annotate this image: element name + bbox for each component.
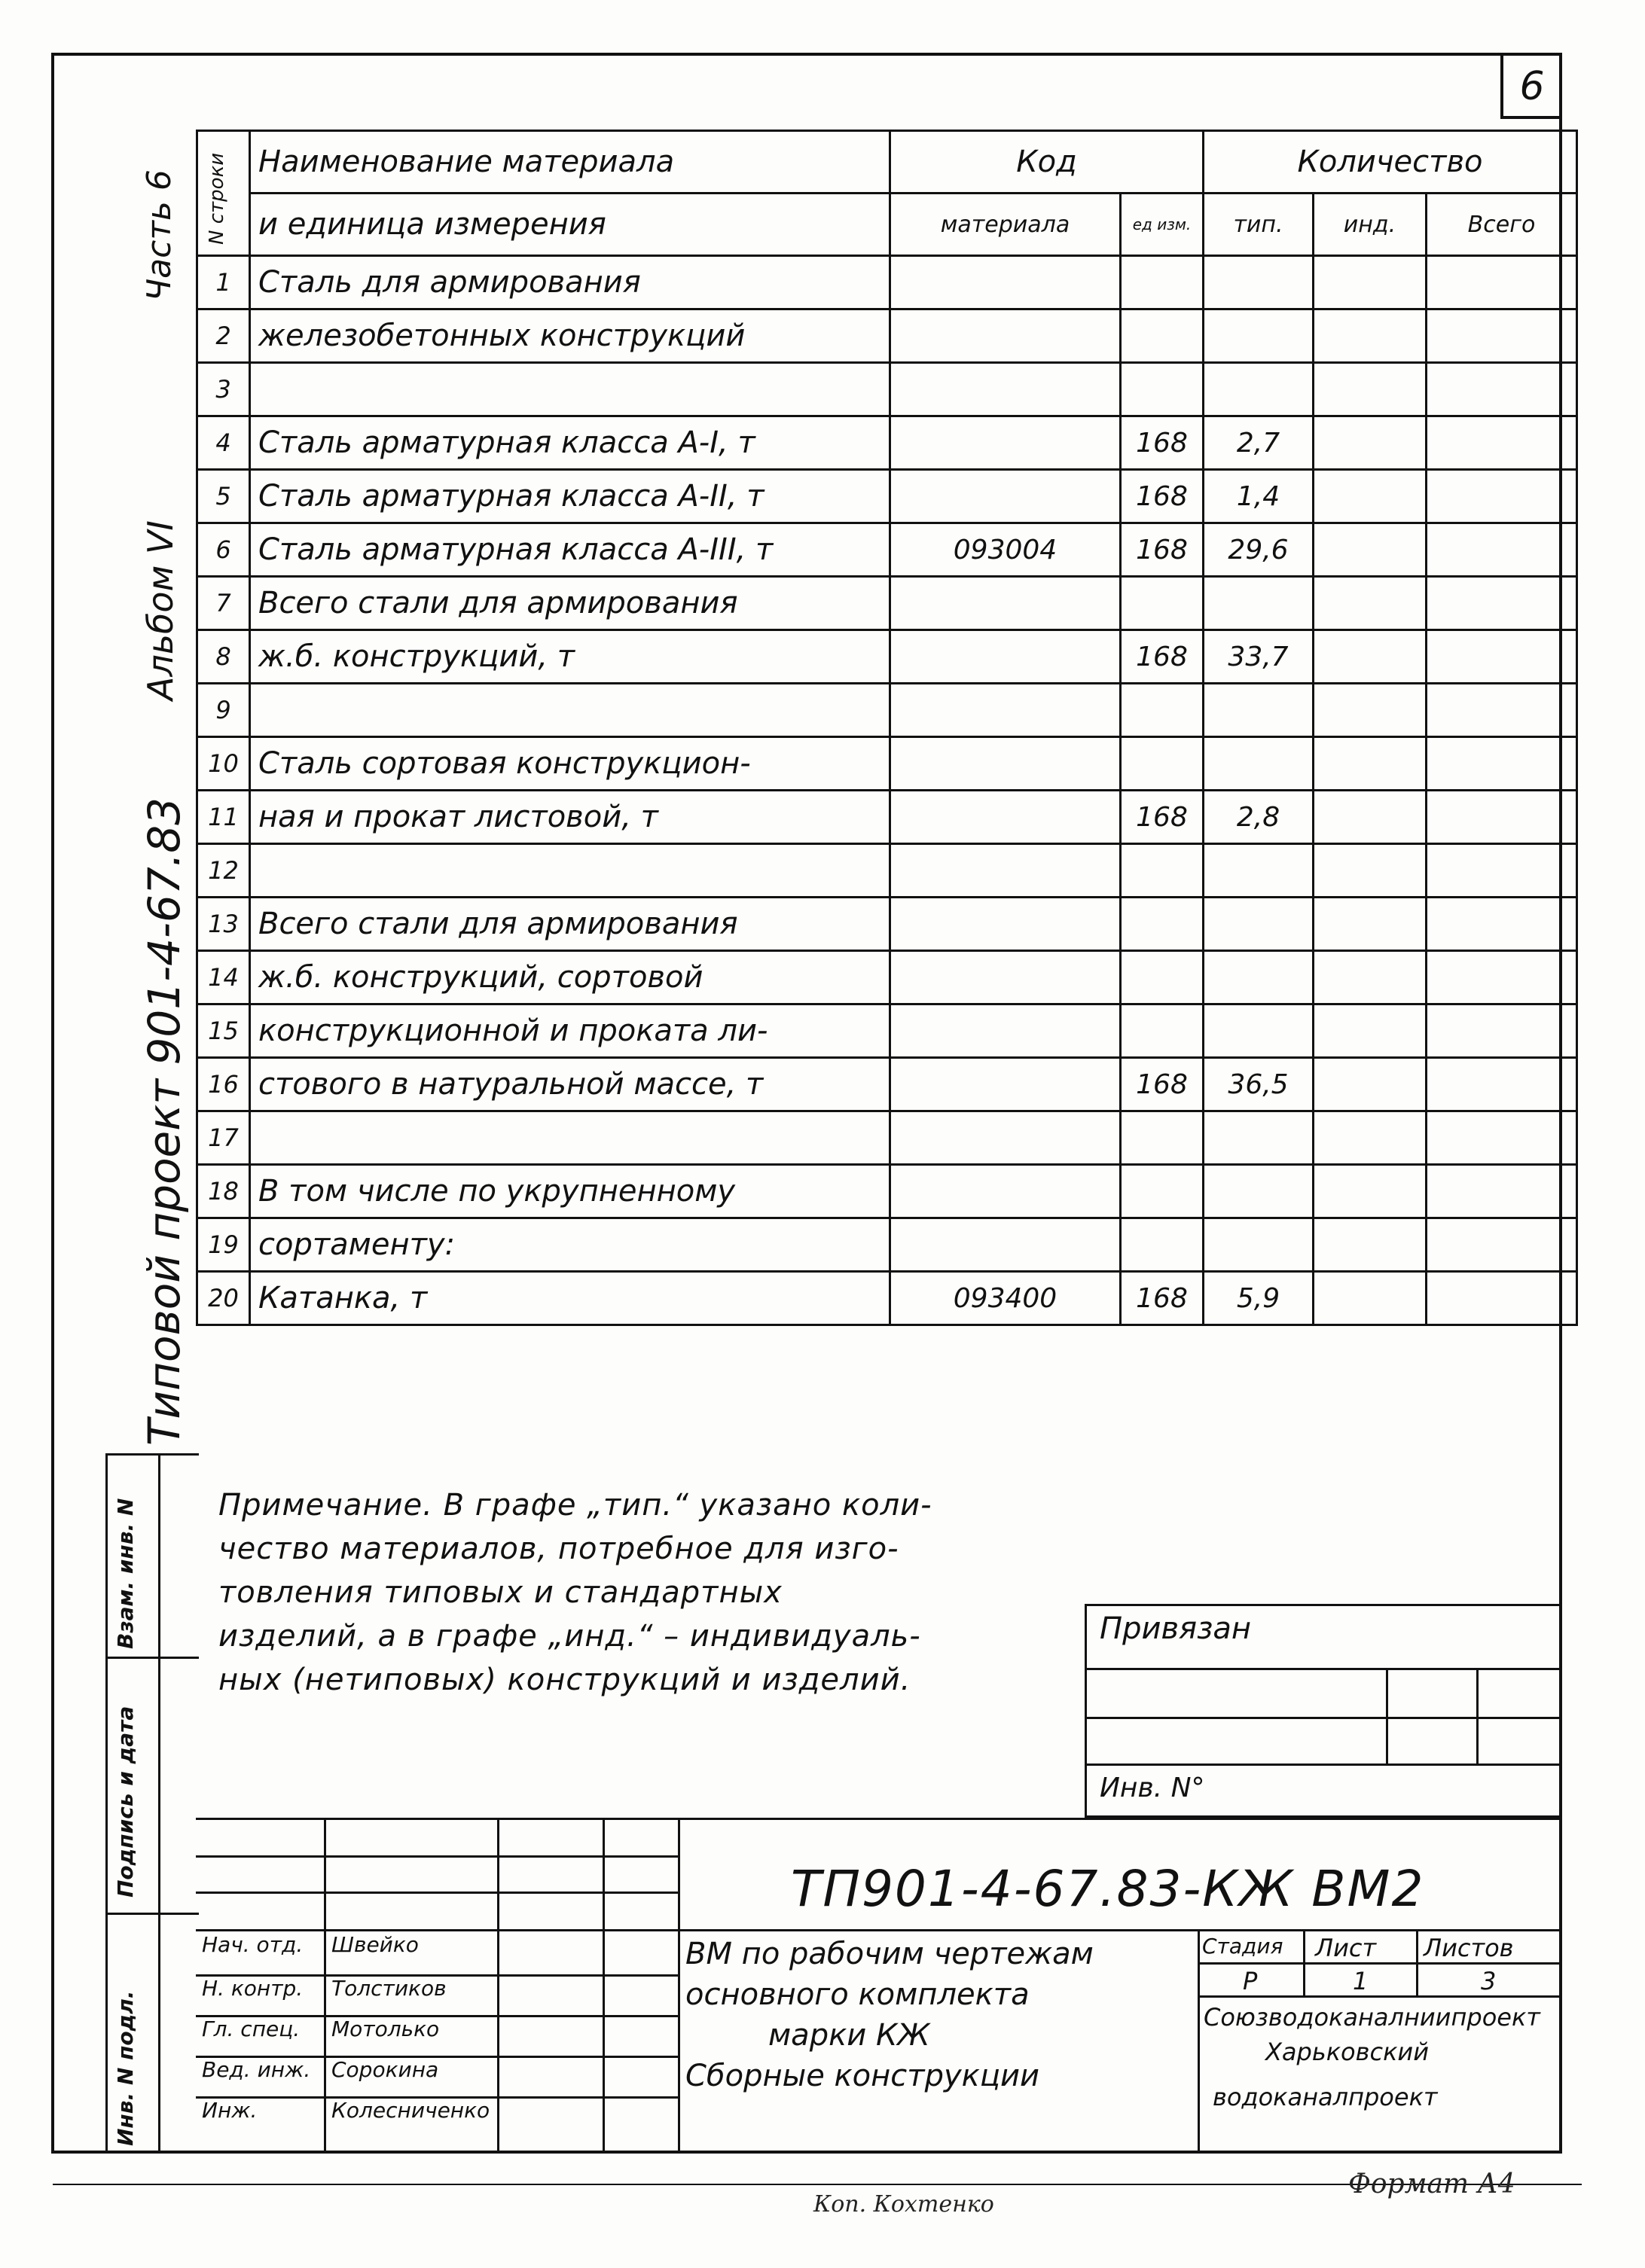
row-unit bbox=[1121, 1165, 1204, 1218]
row-qty-typ bbox=[1204, 1165, 1314, 1218]
title-line bbox=[1416, 1929, 1418, 1995]
row-qty-typ bbox=[1204, 256, 1314, 309]
format-label: Формат А4 bbox=[1348, 2169, 1515, 2199]
row-qty-total bbox=[1427, 1111, 1577, 1165]
row-qty-ind bbox=[1314, 898, 1427, 951]
row-qty-ind bbox=[1314, 1272, 1427, 1325]
table-row bbox=[197, 577, 1577, 630]
row-code bbox=[890, 309, 1121, 363]
row-qty-typ bbox=[1204, 1218, 1314, 1272]
header-qty-total: Всего bbox=[1427, 194, 1577, 256]
table-row bbox=[197, 1111, 1577, 1165]
table-row bbox=[197, 523, 1577, 577]
row-code bbox=[890, 684, 1121, 737]
row-qty-ind bbox=[1314, 470, 1427, 523]
organization-line: Харьковский bbox=[1265, 2038, 1429, 2066]
row-number: 15 bbox=[197, 1004, 250, 1058]
header-code-unit: ед изм. bbox=[1121, 194, 1204, 256]
row-code bbox=[890, 630, 1121, 684]
row-unit: 168 bbox=[1121, 1058, 1204, 1111]
stamp-divider bbox=[105, 1657, 199, 1659]
row-name: Сталь для армирования bbox=[250, 256, 890, 309]
sheet-number: 6 bbox=[1500, 54, 1561, 119]
row-code bbox=[890, 1111, 1121, 1165]
row-qty-total bbox=[1427, 523, 1577, 577]
row-unit bbox=[1121, 1218, 1204, 1272]
row-qty-typ: 2,8 bbox=[1204, 791, 1314, 844]
row-code: 093400 bbox=[890, 1272, 1121, 1325]
row-unit: 168 bbox=[1121, 791, 1204, 844]
row-number: 9 bbox=[197, 684, 250, 737]
row-number: 12 bbox=[197, 844, 250, 898]
row-code bbox=[890, 1218, 1121, 1272]
row-qty-ind bbox=[1314, 1111, 1427, 1165]
header-code: Код bbox=[890, 131, 1204, 194]
row-unit: 168 bbox=[1121, 416, 1204, 470]
stamp-sign-date: Подпись и дата bbox=[113, 1706, 138, 1898]
row-code bbox=[890, 951, 1121, 1004]
row-name bbox=[250, 1111, 890, 1165]
row-qty-ind bbox=[1314, 844, 1427, 898]
row-qty-typ: 2,7 bbox=[1204, 416, 1314, 470]
organization-line: водоканалпроект bbox=[1213, 2083, 1438, 2111]
row-qty-ind bbox=[1314, 737, 1427, 791]
materials-table bbox=[196, 130, 1578, 1326]
side-label-project: Типовой проект 901-4-67.83 bbox=[139, 797, 190, 1446]
title-line bbox=[324, 1818, 326, 2152]
row-qty-total bbox=[1427, 256, 1577, 309]
binding-line bbox=[1085, 1668, 1562, 1670]
row-number: 16 bbox=[197, 1058, 250, 1111]
row-name: конструкционной и проката ли- bbox=[250, 1004, 890, 1058]
row-number: 13 bbox=[197, 898, 250, 951]
row-unit bbox=[1121, 898, 1204, 951]
table-row bbox=[197, 1272, 1577, 1325]
row-qty-ind bbox=[1314, 1218, 1427, 1272]
row-number: 20 bbox=[197, 1272, 250, 1325]
row-code bbox=[890, 363, 1121, 416]
description-line: основного комплекта bbox=[685, 1977, 1030, 2012]
row-name: Сталь арматурная класса А-III, т bbox=[250, 523, 890, 577]
row-qty-total bbox=[1427, 898, 1577, 951]
row-code: 093004 bbox=[890, 523, 1121, 577]
row-code bbox=[890, 256, 1121, 309]
binding-line bbox=[1476, 1668, 1479, 1763]
note-line: изделий, а в графе „инд.“ – индивидуаль- bbox=[218, 1619, 921, 1654]
row-code bbox=[890, 791, 1121, 844]
row-qty-typ bbox=[1204, 577, 1314, 630]
row-qty-total bbox=[1427, 1272, 1577, 1325]
row-unit: 168 bbox=[1121, 470, 1204, 523]
row-name: Катанка, т bbox=[250, 1272, 890, 1325]
row-name bbox=[250, 363, 890, 416]
row-code bbox=[890, 1058, 1121, 1111]
row-name: ная и прокат листовой, т bbox=[250, 791, 890, 844]
description-line: марки КЖ bbox=[768, 2018, 930, 2053]
row-unit bbox=[1121, 309, 1204, 363]
row-unit: 168 bbox=[1121, 1272, 1204, 1325]
title-line bbox=[196, 1855, 678, 1858]
description-line: ВМ по рабочим чертежам bbox=[685, 1937, 1094, 1971]
row-code bbox=[890, 1004, 1121, 1058]
organization-line: Союзводоканалниипроект bbox=[1204, 2003, 1540, 2032]
table-row bbox=[197, 470, 1577, 523]
table-row bbox=[197, 844, 1577, 898]
table-row bbox=[197, 951, 1577, 1004]
row-number: 7 bbox=[197, 577, 250, 630]
row-code bbox=[890, 470, 1121, 523]
note-line: ных (нетиповых) конструкций и изделий. bbox=[218, 1663, 911, 1697]
row-unit bbox=[1121, 951, 1204, 1004]
stage-value: Р bbox=[1243, 1967, 1258, 1995]
row-name bbox=[250, 844, 890, 898]
row-number: 4 bbox=[197, 416, 250, 470]
row-qty-typ: 33,7 bbox=[1204, 630, 1314, 684]
row-qty-total bbox=[1427, 1218, 1577, 1272]
row-name bbox=[250, 684, 890, 737]
stamp-divider bbox=[105, 1913, 199, 1915]
stamp-side-line bbox=[158, 1453, 160, 2152]
row-name: ж.б. конструкций, т bbox=[250, 630, 890, 684]
row-qty-typ bbox=[1204, 309, 1314, 363]
row-unit bbox=[1121, 1111, 1204, 1165]
row-unit bbox=[1121, 256, 1204, 309]
title-line bbox=[678, 1818, 680, 2152]
row-qty-ind bbox=[1314, 791, 1427, 844]
binding-line bbox=[1085, 1763, 1562, 1766]
stamp-inv-orig: Инв. N подл. bbox=[113, 1990, 138, 2146]
row-unit bbox=[1121, 737, 1204, 791]
header-name-1: Наименование материала bbox=[250, 131, 890, 194]
row-number: 3 bbox=[197, 363, 250, 416]
row-unit: 168 bbox=[1121, 630, 1204, 684]
note-line: Примечание. В графе „тип.“ указано коли- bbox=[218, 1488, 932, 1523]
sheets-label: Листов bbox=[1424, 1934, 1514, 1962]
row-qty-ind bbox=[1314, 630, 1427, 684]
note-line: товления типовых и стандартных bbox=[218, 1575, 783, 1610]
row-qty-typ bbox=[1204, 1004, 1314, 1058]
row-name: Всего стали для армирования bbox=[250, 577, 890, 630]
row-name: Сталь арматурная класса А-I, т bbox=[250, 416, 890, 470]
row-code bbox=[890, 737, 1121, 791]
binding-line bbox=[1085, 1717, 1562, 1719]
role-title: Гл. спец. bbox=[202, 2017, 301, 2041]
header-code-material: материала bbox=[890, 194, 1121, 256]
row-qty-ind bbox=[1314, 256, 1427, 309]
side-label-part: Часть 6 bbox=[140, 169, 179, 301]
title-line bbox=[603, 1818, 605, 2152]
binding-line bbox=[1386, 1668, 1388, 1763]
row-number: 14 bbox=[197, 951, 250, 1004]
row-qty-total bbox=[1427, 844, 1577, 898]
table-row bbox=[197, 363, 1577, 416]
binding-attached: Привязан bbox=[1100, 1611, 1252, 1646]
row-qty-typ: 1,4 bbox=[1204, 470, 1314, 523]
role-title: Нач. отд. bbox=[202, 1932, 304, 1957]
role-name: Толстиков bbox=[331, 1976, 447, 2001]
title-block-top bbox=[196, 1818, 1562, 1820]
row-number: 18 bbox=[197, 1165, 250, 1218]
row-name: Сталь сортовая конструкцион- bbox=[250, 737, 890, 791]
row-unit: 168 bbox=[1121, 523, 1204, 577]
stamp-replace-inv: Взам. инв. N bbox=[113, 1498, 138, 1649]
row-qty-total bbox=[1427, 363, 1577, 416]
table-row bbox=[197, 898, 1577, 951]
row-qty-total bbox=[1427, 577, 1577, 630]
row-qty-total bbox=[1427, 470, 1577, 523]
header-row-2 bbox=[197, 194, 1577, 256]
row-number: 5 bbox=[197, 470, 250, 523]
row-qty-typ bbox=[1204, 684, 1314, 737]
row-qty-typ bbox=[1204, 951, 1314, 1004]
row-qty-total bbox=[1427, 951, 1577, 1004]
title-line bbox=[196, 1929, 1562, 1931]
row-qty-typ bbox=[1204, 363, 1314, 416]
row-number: 8 bbox=[197, 630, 250, 684]
role-title: Н. контр. bbox=[202, 1976, 304, 2001]
row-qty-typ: 5,9 bbox=[1204, 1272, 1314, 1325]
row-name: В том числе по укрупненному bbox=[250, 1165, 890, 1218]
title-line bbox=[497, 1818, 499, 2152]
row-qty-ind bbox=[1314, 577, 1427, 630]
row-qty-ind bbox=[1314, 363, 1427, 416]
document-designation: ТП901-4-67.83-КЖ ВМ2 bbox=[791, 1860, 1425, 1918]
row-name: железобетонных конструкций bbox=[250, 309, 890, 363]
row-qty-total bbox=[1427, 416, 1577, 470]
row-unit bbox=[1121, 1004, 1204, 1058]
table-row bbox=[197, 630, 1577, 684]
row-qty-typ bbox=[1204, 844, 1314, 898]
row-qty-ind bbox=[1314, 684, 1427, 737]
row-qty-total bbox=[1427, 1004, 1577, 1058]
row-code bbox=[890, 844, 1121, 898]
note-block bbox=[218, 1483, 1085, 1702]
row-number: 19 bbox=[197, 1218, 250, 1272]
row-qty-total bbox=[1427, 1058, 1577, 1111]
row-qty-total bbox=[1427, 684, 1577, 737]
sheet-label: Лист bbox=[1315, 1934, 1377, 1962]
row-qty-ind bbox=[1314, 523, 1427, 577]
header-row-1 bbox=[197, 131, 1577, 194]
side-label-album: Альбом VI bbox=[140, 520, 181, 700]
sheet-value: 1 bbox=[1353, 1967, 1369, 1995]
row-qty-ind bbox=[1314, 951, 1427, 1004]
header-name-2: и единица измерения bbox=[250, 194, 890, 256]
header-qty-ind: инд. bbox=[1314, 194, 1427, 256]
role-name: Мотолько bbox=[331, 2017, 440, 2041]
sheets-value: 3 bbox=[1481, 1967, 1497, 1995]
table-row bbox=[197, 1165, 1577, 1218]
row-qty-ind bbox=[1314, 309, 1427, 363]
table-row bbox=[197, 737, 1577, 791]
description-line: Сборные конструкции bbox=[685, 2059, 1040, 2093]
title-line bbox=[196, 1892, 678, 1894]
header-row-no: N строки bbox=[197, 131, 250, 256]
role-name: Швейко bbox=[331, 1932, 419, 1957]
row-qty-typ bbox=[1204, 898, 1314, 951]
row-name: сортаменту: bbox=[250, 1218, 890, 1272]
row-code bbox=[890, 416, 1121, 470]
table-row bbox=[197, 309, 1577, 363]
title-line bbox=[1198, 1995, 1562, 1998]
row-code bbox=[890, 1165, 1121, 1218]
row-qty-typ: 36,5 bbox=[1204, 1058, 1314, 1111]
table-row bbox=[197, 256, 1577, 309]
row-qty-typ bbox=[1204, 1111, 1314, 1165]
row-number: 1 bbox=[197, 256, 250, 309]
row-qty-ind bbox=[1314, 1004, 1427, 1058]
copied-by: Коп. Кохтенко bbox=[813, 2191, 994, 2218]
title-line bbox=[1303, 1929, 1305, 1995]
table-row bbox=[197, 684, 1577, 737]
row-unit bbox=[1121, 363, 1204, 416]
header-quantity: Количество bbox=[1204, 131, 1577, 194]
row-code bbox=[890, 577, 1121, 630]
row-number: 10 bbox=[197, 737, 250, 791]
row-name: стового в натуральной массе, т bbox=[250, 1058, 890, 1111]
row-name: ж.б. конструкций, сортовой bbox=[250, 951, 890, 1004]
table-row bbox=[197, 416, 1577, 470]
table-row bbox=[197, 1058, 1577, 1111]
row-number: 17 bbox=[197, 1111, 250, 1165]
row-qty-total bbox=[1427, 630, 1577, 684]
row-name: Сталь арматурная класса А-II, т bbox=[250, 470, 890, 523]
stamp-divider bbox=[105, 1453, 199, 1456]
row-qty-total bbox=[1427, 737, 1577, 791]
row-qty-total bbox=[1427, 1165, 1577, 1218]
row-qty-typ bbox=[1204, 737, 1314, 791]
row-unit bbox=[1121, 684, 1204, 737]
row-number: 6 bbox=[197, 523, 250, 577]
stage-label: Стадия bbox=[1202, 1934, 1283, 1959]
table-row bbox=[197, 1218, 1577, 1272]
binding-inv-no: Инв. N° bbox=[1100, 1773, 1205, 1803]
row-unit bbox=[1121, 844, 1204, 898]
title-line bbox=[1198, 1962, 1562, 1965]
role-name: Сорокина bbox=[331, 2057, 439, 2082]
row-number: 2 bbox=[197, 309, 250, 363]
header-qty-typ: тип. bbox=[1204, 194, 1314, 256]
role-title: Инж. bbox=[202, 2098, 258, 2123]
row-qty-typ: 29,6 bbox=[1204, 523, 1314, 577]
row-qty-total bbox=[1427, 791, 1577, 844]
row-number: 11 bbox=[197, 791, 250, 844]
table-row bbox=[197, 1004, 1577, 1058]
row-qty-total bbox=[1427, 309, 1577, 363]
note-line: чество материалов, потребное для изго- bbox=[218, 1532, 899, 1566]
row-qty-ind bbox=[1314, 1165, 1427, 1218]
row-code bbox=[890, 898, 1121, 951]
role-title: Вед. инж. bbox=[202, 2057, 311, 2082]
table-row bbox=[197, 791, 1577, 844]
row-unit bbox=[1121, 577, 1204, 630]
row-qty-ind bbox=[1314, 416, 1427, 470]
role-name: Колесниченко bbox=[331, 2098, 490, 2123]
row-name: Всего стали для армирования bbox=[250, 898, 890, 951]
row-qty-ind bbox=[1314, 1058, 1427, 1111]
stamp-side-line bbox=[105, 1453, 108, 2152]
